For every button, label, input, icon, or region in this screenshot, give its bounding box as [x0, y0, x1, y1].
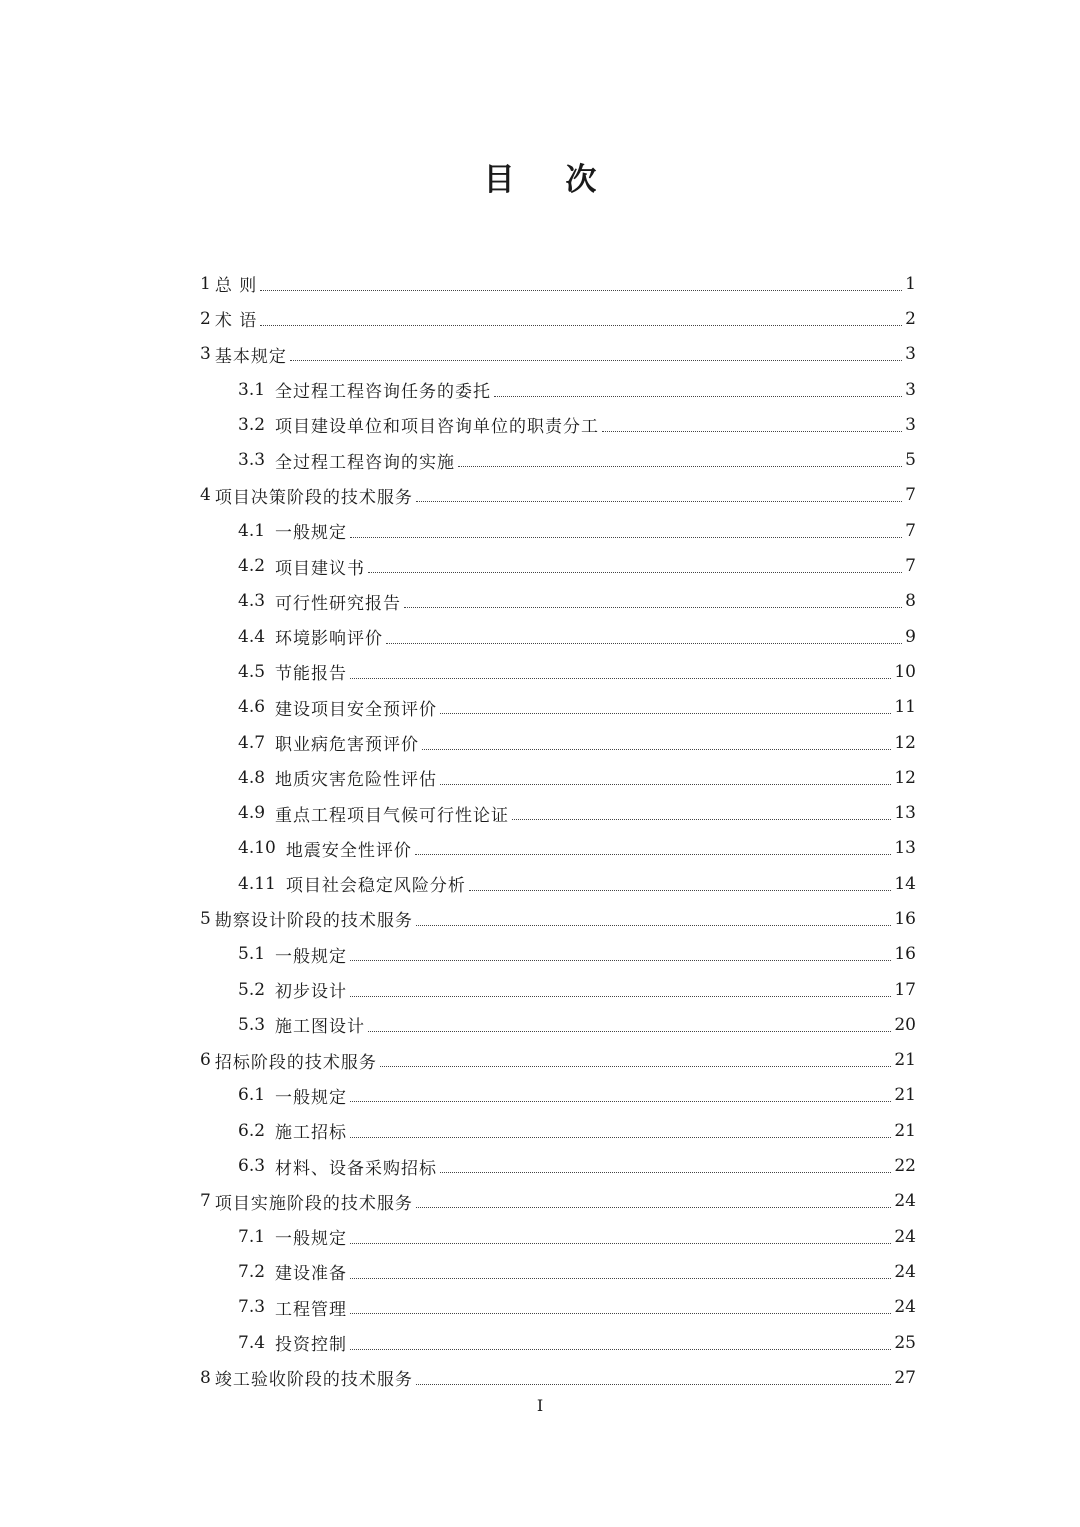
toc-entry-title: 施工图设计	[275, 1017, 366, 1038]
toc-dot-leader	[350, 677, 891, 679]
toc-entry-title: 地质灾害危险性评估	[275, 770, 438, 791]
toc-entry-page: 3	[905, 414, 916, 435]
toc-entry-title: 重点工程项目气候可行性论证	[275, 805, 510, 826]
toc-entry-page: 24	[894, 1191, 916, 1212]
toc-dot-leader	[440, 712, 891, 714]
toc-dot-leader	[368, 571, 902, 573]
toc-dot-leader	[350, 1312, 891, 1314]
toc-entry-number: 3.3	[238, 450, 266, 471]
toc-entry-title: 术 语	[214, 311, 258, 332]
toc-section-entry[interactable]	[200, 937, 916, 972]
toc-entry-title: 地震安全性评价	[285, 840, 412, 861]
page-number: I	[536, 1396, 544, 1415]
page-title: 目 次	[483, 162, 617, 198]
toc-entry-page: 22	[894, 1156, 916, 1177]
toc-section-entry[interactable]	[200, 1254, 916, 1289]
toc-entry-title: 一般规定	[275, 523, 348, 544]
toc-entry-number: 6.1	[238, 1085, 266, 1106]
toc-entry-title: 建设项目安全预评价	[275, 699, 438, 720]
toc-entry-page: 2	[905, 308, 916, 329]
toc-section-entry[interactable]	[200, 831, 916, 866]
toc-dot-leader	[350, 995, 891, 997]
toc-entry-title: 投资控制	[275, 1335, 348, 1356]
toc-dot-leader	[350, 1100, 891, 1102]
toc-section-entry[interactable]	[200, 690, 916, 725]
toc-entry-number: 2	[200, 308, 211, 329]
toc-entry-title: 节能报告	[275, 664, 348, 685]
toc-entry-title: 一般规定	[275, 946, 348, 967]
toc-chapter-entry[interactable]	[200, 1360, 916, 1395]
toc-entry-number: 7.3	[238, 1297, 266, 1318]
toc-entry-page: 17	[894, 979, 916, 1000]
toc-dot-leader	[350, 536, 902, 538]
toc-entry-title: 一般规定	[275, 1087, 348, 1108]
toc-dot-leader	[260, 289, 902, 291]
toc-entry-title: 可行性研究报告	[275, 593, 402, 614]
toc-entry-number: 5.2	[238, 979, 266, 1000]
toc-dot-leader	[416, 1206, 892, 1208]
toc-entry-number: 3.2	[238, 414, 266, 435]
toc-entry-page: 14	[894, 873, 916, 894]
toc-entry-page: 16	[894, 908, 916, 929]
toc-section-entry[interactable]	[200, 972, 916, 1007]
toc-dot-leader	[416, 500, 902, 502]
toc-entry-number: 4.10	[238, 838, 276, 859]
toc-section-entry[interactable]	[200, 1007, 916, 1042]
toc-entry-title: 竣工验收阶段的技术服务	[214, 1370, 413, 1391]
toc-dot-leader	[260, 324, 902, 326]
toc-section-entry[interactable]	[200, 372, 916, 407]
toc-dot-leader	[440, 1171, 891, 1173]
toc-entry-title: 一般规定	[275, 1229, 348, 1250]
toc-entry-title: 工程管理	[275, 1299, 348, 1320]
toc-dot-leader	[350, 1136, 891, 1138]
toc-entry-page: 3	[905, 344, 916, 365]
toc-dot-leader	[350, 1242, 891, 1244]
toc-entry-number: 4.4	[238, 626, 266, 647]
toc-entry-title: 项目建议书	[275, 558, 366, 579]
toc-entry-title: 材料、设备采购招标	[275, 1158, 438, 1179]
toc-entry-number: 5.3	[238, 1014, 266, 1035]
toc-dot-leader	[512, 818, 891, 820]
toc-entry-number: 4.8	[238, 767, 266, 788]
toc-entry-page: 12	[894, 732, 916, 753]
toc-entry-page: 24	[894, 1226, 916, 1247]
toc-section-entry[interactable]	[200, 1325, 916, 1360]
toc-entry-title: 项目实施阶段的技术服务	[214, 1193, 413, 1214]
toc-entry-number: 4.11	[238, 873, 276, 894]
toc-section-entry[interactable]	[200, 1148, 916, 1183]
toc-entry-page: 13	[894, 838, 916, 859]
toc-entry-page: 5	[905, 450, 916, 471]
toc-section-entry[interactable]	[200, 584, 916, 619]
toc-section-entry[interactable]	[200, 654, 916, 689]
toc-dot-leader	[350, 959, 891, 961]
toc-entry-page: 7	[905, 485, 916, 506]
toc-entry-number: 8	[200, 1367, 211, 1388]
toc-entry-title: 项目建设单位和项目咨询单位的职责分工	[275, 417, 600, 438]
toc-entry-page: 11	[894, 697, 916, 718]
toc-entry-number: 7.2	[238, 1261, 266, 1282]
toc-entry-page: 7	[905, 556, 916, 577]
toc-entry-number: 4.7	[238, 732, 266, 753]
toc-dot-leader	[386, 642, 902, 644]
toc-entry-number: 7.1	[238, 1226, 266, 1247]
toc-entry-title: 施工招标	[275, 1123, 348, 1144]
toc-chapter-entry[interactable]	[200, 901, 916, 936]
toc-dot-leader	[350, 1348, 891, 1350]
toc-entry-page: 20	[894, 1014, 916, 1035]
toc-entry-page: 9	[905, 626, 916, 647]
toc-section-entry[interactable]	[200, 725, 916, 760]
toc-dot-leader	[368, 1030, 891, 1032]
toc-dot-leader	[494, 395, 902, 397]
toc-entry-number: 4.9	[238, 803, 266, 824]
toc-section-entry[interactable]	[200, 1290, 916, 1325]
toc-entry-number: 4.5	[238, 661, 266, 682]
toc-section-entry[interactable]	[200, 1078, 916, 1113]
toc-entry-title: 职业病危害预评价	[275, 735, 420, 755]
toc-entry-title: 基本规定	[214, 346, 287, 367]
toc-entry-page: 24	[894, 1297, 916, 1318]
toc-dot-leader	[416, 924, 892, 926]
toc-entry-page: 25	[894, 1332, 916, 1353]
toc-entry-title: 勘察设计阶段的技术服务	[214, 911, 413, 932]
toc-dot-leader	[416, 1383, 892, 1385]
toc-entry-page: 10	[894, 661, 916, 682]
toc-entry-page: 21	[894, 1050, 916, 1071]
toc-section-entry[interactable]	[200, 866, 916, 901]
toc-entry-title: 项目社会稳定风险分析	[285, 876, 466, 897]
toc-entry-page: 21	[894, 1120, 916, 1141]
toc-section-entry[interactable]	[200, 1219, 916, 1254]
toc-section-entry[interactable]	[200, 760, 916, 795]
toc-section-entry[interactable]	[200, 407, 916, 442]
toc-entry-title: 项目决策阶段的技术服务	[214, 487, 413, 508]
toc-entry-number: 1	[200, 273, 211, 294]
toc-entry-number: 4	[200, 485, 211, 506]
toc-entry-number: 4.1	[238, 520, 266, 541]
toc-section-entry[interactable]	[200, 442, 916, 477]
toc-entry-number: 5.1	[238, 944, 266, 965]
toc-entry-title: 全过程工程咨询的实施	[275, 452, 456, 473]
toc-entry-page: 7	[905, 520, 916, 541]
toc-dot-leader	[422, 748, 891, 750]
toc-dot-leader	[469, 889, 892, 891]
toc-dot-leader	[404, 606, 902, 608]
toc-entry-page: 13	[894, 803, 916, 824]
toc-chapter-entry[interactable]	[200, 266, 916, 301]
toc-entry-number: 6	[200, 1050, 211, 1071]
toc-section-entry[interactable]	[200, 513, 916, 548]
toc-chapter-entry[interactable]	[200, 1184, 916, 1219]
table-of-contents	[200, 266, 916, 1396]
toc-entry-page: 16	[894, 944, 916, 965]
toc-dot-leader	[602, 430, 902, 432]
toc-dot-leader	[415, 853, 892, 855]
toc-chapter-entry[interactable]	[200, 337, 916, 372]
toc-dot-leader	[458, 465, 902, 467]
toc-entry-number: 7	[200, 1191, 211, 1212]
toc-entry-title: 环境影响评价	[275, 629, 384, 650]
toc-section-entry[interactable]	[200, 1113, 916, 1148]
toc-entry-page: 21	[894, 1085, 916, 1106]
toc-entry-title: 招标阶段的技术服务	[214, 1052, 377, 1073]
toc-chapter-entry[interactable]	[200, 301, 916, 336]
toc-entry-number: 4.6	[238, 697, 266, 718]
toc-entry-number: 6.3	[238, 1156, 266, 1177]
toc-section-entry[interactable]	[200, 548, 916, 583]
toc-chapter-entry[interactable]	[200, 478, 916, 513]
toc-entry-number: 6.2	[238, 1120, 266, 1141]
toc-entry-page: 12	[894, 767, 916, 788]
toc-section-entry[interactable]	[200, 795, 916, 830]
toc-entry-title: 全过程工程咨询任务的委托	[275, 382, 492, 403]
toc-dot-leader	[290, 359, 902, 361]
toc-entry-number: 5	[200, 908, 211, 929]
toc-entry-title: 初步设计	[275, 982, 348, 1003]
toc-entry-number: 7.4	[238, 1332, 266, 1353]
toc-entry-title: 建设准备	[275, 1264, 348, 1285]
toc-entry-number: 3.1	[238, 379, 266, 400]
toc-dot-leader	[380, 1065, 892, 1067]
toc-entry-number: 4.3	[238, 591, 266, 612]
toc-dot-leader	[440, 783, 891, 785]
toc-entry-number: 3	[200, 344, 211, 365]
toc-dot-leader	[350, 1277, 891, 1279]
toc-entry-page: 8	[905, 591, 916, 612]
toc-section-entry[interactable]	[200, 619, 916, 654]
toc-entry-page: 3	[905, 379, 916, 400]
toc-entry-title: 总 则	[214, 276, 258, 297]
toc-entry-number: 4.2	[238, 556, 266, 577]
toc-entry-page: 27	[894, 1367, 916, 1388]
toc-chapter-entry[interactable]	[200, 1043, 916, 1078]
toc-entry-page: 24	[894, 1261, 916, 1282]
toc-entry-page: 1	[905, 273, 916, 294]
